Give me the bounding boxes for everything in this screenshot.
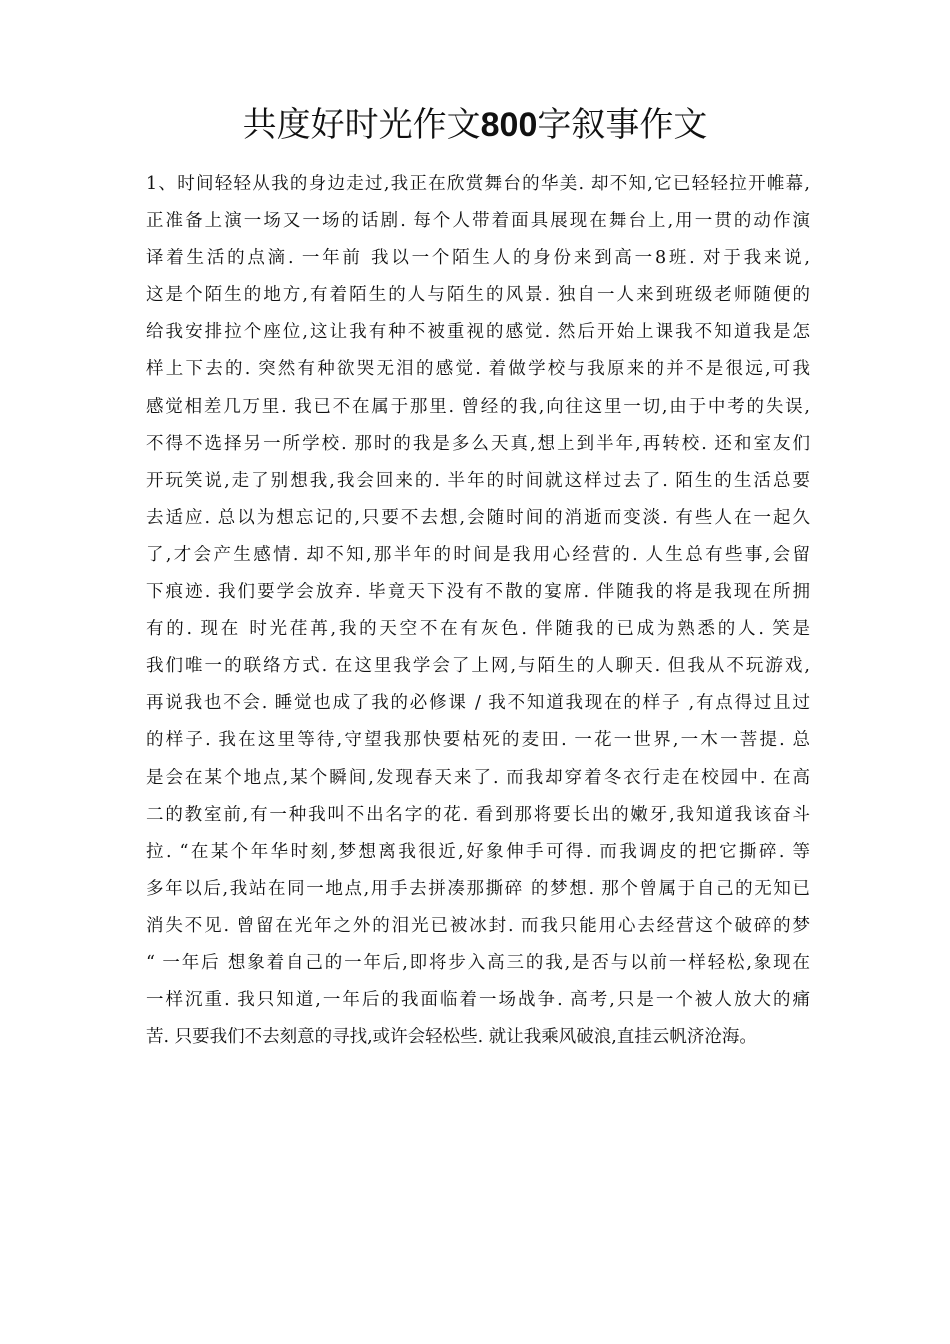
essay-line: 我们唯一的联络方式. 在这里我学会了上网,与陌生的人聊天. 但我从不玩游戏, (146, 656, 810, 677)
essay-line: 消失不见. 曾留在光年之外的泪光已被冰封. 而我只能用心去经营这个破碎的梦 (146, 915, 810, 936)
essay-line: 去适应. 总以为想忘记的,只要不去想,会随时间的消逝而变淡. 有些人在一起久 (146, 507, 810, 528)
essay-line: 正准备上演一场又一场的话剧. 每个人带着面具展现在舞台上,用一贯的动作演 (146, 211, 810, 232)
title-prefix: 共度好时光作文 (242, 105, 481, 145)
essay-line: 的样子. 我在这里等待,守望我那快要枯死的麦田. 一花一世界,一木一菩提. 总 (146, 730, 810, 751)
essay-line: 下痕迹. 我们要学会放弃. 毕竟天下没有不散的宴席. 伴随我的将是我现在所拥 (146, 582, 810, 603)
essay-line: 拉. “在某个年华时刻,梦想离我很近,好象伸手可得. 而我调皮的把它撕碎. 等 (146, 841, 810, 862)
essay-line: 有的. 现在 时光荏苒,我的天空不在有灰色. 伴随我的已成为熟悉的人. 笑是 (146, 619, 810, 640)
essay-line: 不得不选择另一所学校. 那时的我是多么天真,想上到半年,再转校. 还和室友们 (146, 433, 810, 454)
essay-line: 感觉相差几万里. 我已不在属于那里. 曾经的我,向往这里一切,由于中考的失误, (146, 396, 810, 417)
title-number: 800 (480, 106, 538, 144)
essay-line: 给我安排拉个座位,这让我有种不被重视的感觉. 然后开始上课我不知道我是怎 (146, 322, 810, 343)
essay-body (146, 166, 810, 1056)
essay-line: 了,才会产生感情. 却不知,那半年的时间是我用心经营的. 人生总有些事,会留 (146, 544, 810, 565)
essay-line: 二的教室前,有一种我叫不出名字的花. 看到那将要长出的嫩牙,我知道我该奋斗 (146, 804, 810, 825)
essay-line: 1、时间轻轻从我的身边走过,我正在欣赏舞台的华美. 却不知,它已轻轻拉开帷幕, (146, 174, 810, 194)
essay-line: 一样沉重. 我只知道,一年后的我面临着一场战争. 高考,只是一个被人放大的痛 (146, 990, 810, 1011)
essay-line: 多年以后,我站在同一地点,用手去拼凑那撕碎 的梦想. 那个曾属于自己的无知已 (146, 878, 810, 899)
title-suffix: 字叙事作文 (537, 105, 708, 145)
essay-line: 这是个陌生的地方,有着陌生的人与陌生的风景. 独自一人来到班级老师随便的 (146, 285, 810, 306)
essay-line: 苦. 只要我们不去刻意的寻找,或许会轻松些. 就让我乘风破浪,直挂云帆济沧海。 (146, 1027, 757, 1048)
essay-line: “ 一年后 想象着自己的一年后,即将步入高三的我,是否与以前一样轻松,象现在 (146, 952, 810, 973)
essay-line: 开玩笑说,走了别想我,我会回来的. 半年的时间就这样过去了. 陌生的生活总要 (146, 470, 810, 491)
page-title (0, 100, 950, 150)
essay-line: 样上下去的. 突然有种欲哭无泪的感觉. 着做学校与我原来的并不是很远,可我 (146, 359, 810, 380)
essay-line: 译着生活的点滴. 一年前 我以一个陌生人的身份来到高一8班. 对于我来说, (146, 248, 810, 269)
essay-line: 是会在某个地点,某个瞬间,发现春天来了. 而我却穿着冬衣行走在校园中. 在高 (146, 767, 810, 788)
essay-line: 再说我也不会. 睡觉也成了我的必修课 / 我不知道我现在的样子 ,有点得过且过 (146, 693, 810, 714)
